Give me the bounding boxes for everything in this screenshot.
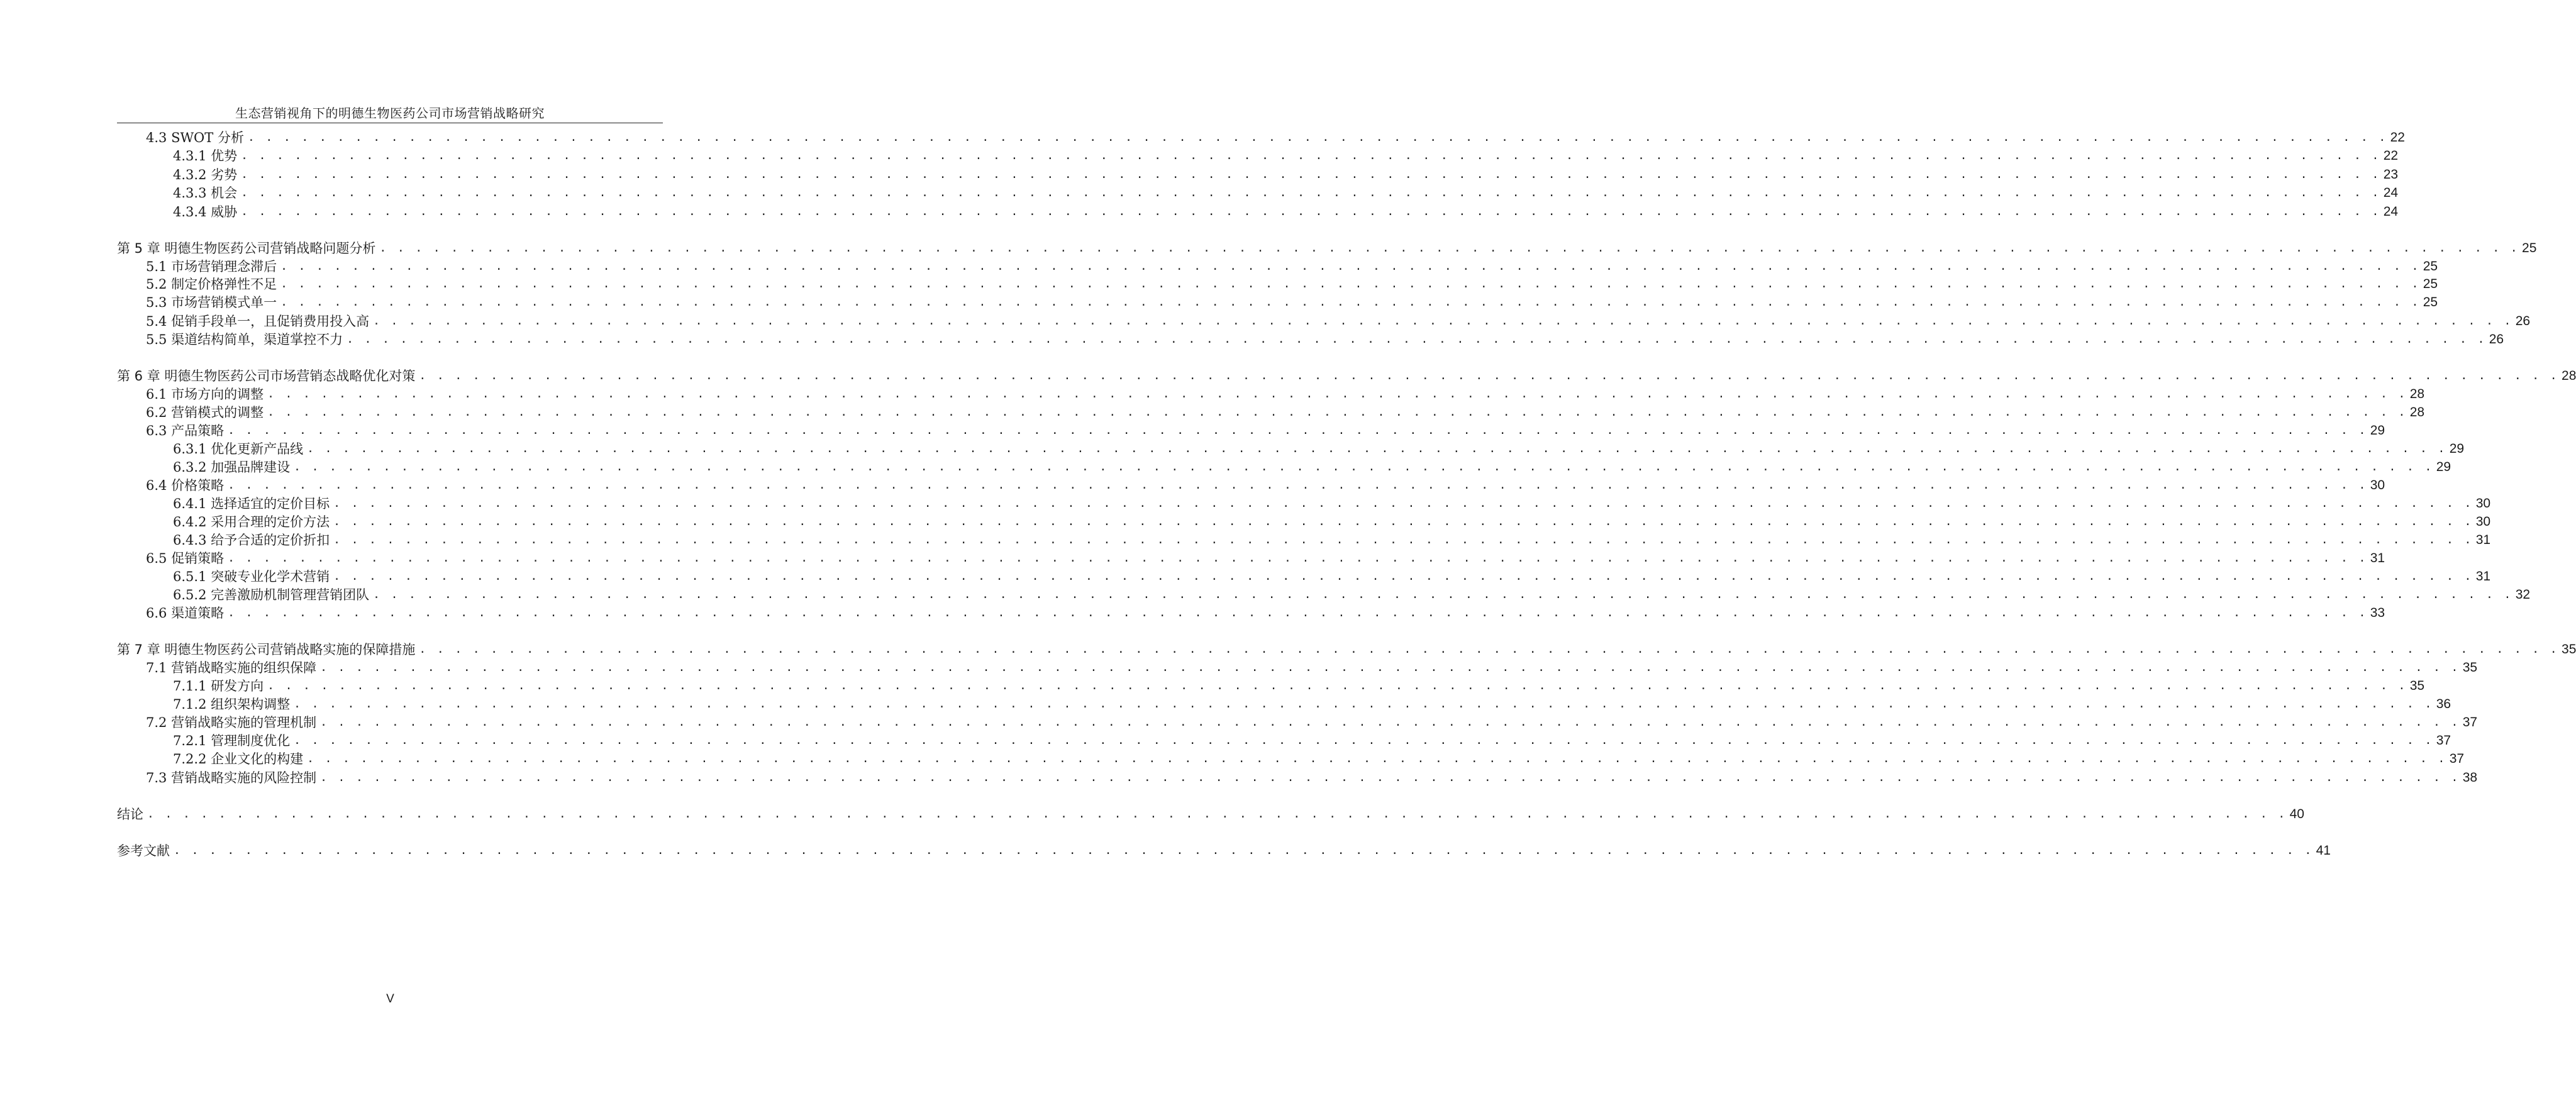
dot-leader: . . . . . . . . . . . . . . . . . . . . . . . . . . . . . . . . . . . . . . . . . . . . . . . . . . . . . . . . . . . . . . . . . . . . . . . . . . . . . . . . . . . . . . . . . . . . . . . . . . . . . . . . . . . . . . . . . . . . . . . . — [241, 205, 2381, 218]
toc-entry-title: 6.4 价格策略 — [146, 478, 225, 493]
toc-entry-title: 7.1.1 研发方向 — [173, 679, 264, 694]
dot-leader: . . . . . . . . . . . . . . . . . . . . . . . . . . . . . . . . . . . . . . . . . . . . . . . . . . . . . . . . . . . . . . . . . . . . . . . . . . . . . . . . . . . . . . . . . . . . . . . . . . . . . . . . . . . . . . . . . . . . . . . . — [320, 661, 2460, 674]
dot-leader: . . . . . . . . . . . . . . . . . . . . . . . . . . . . . . . . . . . . . . . . . . . . . . . . . . . . . . . . . . . . . . . . . . . . . . . . . . . . . . . . . . . . . . . . . . . . . . . . . . . . . . . . . . . . . . . . . . . . . . . . — [333, 570, 2473, 583]
toc-entry-page: 23 — [2383, 167, 2399, 182]
toc-entry[interactable] — [173, 695, 2451, 714]
toc-chapter-entry[interactable] — [117, 239, 2537, 258]
toc-entry-page: 25 — [2423, 295, 2438, 309]
dot-leader: . . . . . . . . . . . . . . . . . . . . . . . . . . . . . . . . . . . . . . . . . . . . . . . . . . . . . . . . . . . . . . . . . . . . . . . . . . . . . . . . . . . . . . . . . . . . . . . . . . . . . . . . . . . . . . . . . . . . . . . . — [373, 314, 2513, 328]
toc-entry[interactable] — [173, 677, 2425, 696]
toc-entry-page: 24 — [2383, 186, 2399, 200]
toc-entry-title: 6.5.2 完善激励机制管理营销团队 — [173, 587, 370, 602]
toc-entry[interactable] — [146, 312, 2531, 331]
dot-leader: . . . . . . . . . . . . . . . . . . . . . . . . . . . . . . . . . . . . . . . . . . . . . . . . . . . . . . . . . . . . . . . . . . . . . . . . . . . . . . . . . . . . . . . . . . . . . . . . . . . . . . . . . . . . . . . . . . . . . . . . — [247, 131, 2388, 144]
toc-entry-title: 4.3.3 机会 — [173, 186, 238, 201]
page-number: V — [386, 992, 394, 1006]
toc-entry[interactable] — [173, 147, 2399, 165]
toc-entry-page: 26 — [2515, 314, 2531, 328]
dot-leader: . . . . . . . . . . . . . . . . . . . . . . . . . . . . . . . . . . . . . . . . . . . . . . . . . . . . . . . . . . . . . . . . . . . . . . . . . . . . . . . . . . . . . . . . . . . . . . . . . . . . . . . . . . . . . . . . . . . . . . . . — [267, 387, 2407, 401]
toc-entry-page: 33 — [2370, 606, 2385, 620]
toc-entry[interactable] — [146, 658, 2478, 677]
toc-entry-page: 38 — [2462, 770, 2478, 785]
toc-entry-title: 6.3.1 优化更新产品线 — [173, 441, 304, 457]
toc-entry[interactable] — [146, 275, 2438, 294]
toc-entry[interactable] — [173, 165, 2399, 184]
toc-entry-page: 31 — [2475, 569, 2491, 584]
toc-entry-page: 28 — [2409, 405, 2425, 419]
dot-leader: . . . . . . . . . . . . . . . . . . . . . . . . . . . . . . . . . . . . . . . . . . . . . . . . . . . . . . . . . . . . . . . . . . . . . . . . . . . . . . . . . . . . . . . . . . . . . . . . . . . . . . . . . . . . . . . . . . . . . . . . — [320, 771, 2460, 784]
dot-leader: . . . . . . . . . . . . . . . . . . . . . . . . . . . . . . . . . . . . . . . . . . . . . . . . . . . . . . . . . . . . . . . . . . . . . . . . . . . . . . . . . . . . . . . . . . . . . . . . . . . . . . . . . . . . . . . . . . . . . . . . — [294, 460, 2434, 474]
toc-entry-page: 35 — [2562, 642, 2576, 657]
toc-entry-page: 30 — [2475, 514, 2491, 529]
toc-entry[interactable] — [146, 421, 2385, 440]
toc-entry-page: 29 — [2449, 441, 2465, 456]
toc-chapter-entry[interactable] — [117, 841, 2331, 860]
toc-entry[interactable] — [173, 513, 2491, 531]
toc-entry-title: 5.3 市场营销模式单一 — [146, 295, 277, 310]
dot-leader: . . . . . . . . . . . . . . . . . . . . . . . . . . . . . . . . . . . . . . . . . . . . . . . . . . . . . . . . . . . . . . . . . . . . . . . . . . . . . . . . . . . . . . . . . . . . . . . . . . . . . . . . . . . . . . . . . . . . . . . . — [294, 734, 2434, 747]
toc-entry[interactable] — [173, 567, 2491, 586]
dot-leader: . . . . . . . . . . . . . . . . . . . . . . . . . . . . . . . . . . . . . . . . . . . . . . . . . . . . . . . . . . . . . . . . . . . . . . . . . . . . . . . . . . . . . . . . . . . . . . . . . . . . . . . . . . . . . . . . . . . . . . . . — [241, 149, 2381, 162]
dot-leader: . . . . . . . . . . . . . . . . . . . . . . . . . . . . . . . . . . . . . . . . . . . . . . . . . . . . . . . . . . . . . . . . . . . . . . . . . . . . . . . . . . . . . . . . . . . . . . . . . . . . . . . . . . . . . . . . . . . . . . . . — [320, 716, 2460, 729]
toc-entry[interactable] — [173, 494, 2491, 513]
toc-chapter-entry[interactable] — [117, 805, 2304, 824]
dot-leader: . . . . . . . . . . . . . . . . . . . . . . . . . . . . . . . . . . . . . . . . . . . . . . . . . . . . . . . . . . . . . . . . . . . . . . . . . . . . . . . . . . . . . . . . . . . . . . . . . . . . . . . . . . . . . . . . . . . . . . . . — [419, 369, 2560, 382]
dot-leader: . . . . . . . . . . . . . . . . . . . . . . . . . . . . . . . . . . . . . . . . . . . . . . . . . . . . . . . . . . . . . . . . . . . . . . . . . . . . . . . . . . . . . . . . . . . . . . . . . . . . . . . . . . . . . . . . . . . . . . . . — [174, 844, 2314, 857]
toc-entry-page: 35 — [2409, 679, 2425, 693]
toc-entry-title: 5.4 促销手段单一，且促销费用投入高 — [146, 314, 370, 329]
toc-entry[interactable] — [173, 202, 2399, 221]
toc-entry[interactable] — [146, 330, 2504, 349]
toc-entry-page: 32 — [2515, 587, 2531, 602]
dot-leader: . . . . . . . . . . . . . . . . . . . . . . . . . . . . . . . . . . . . . . . . . . . . . . . . . . . . . . . . . . . . . . . . . . . . . . . . . . . . . . . . . . . . . . . . . . . . . . . . . . . . . . . . . . . . . . . . . . . . . . . . — [373, 588, 2513, 601]
toc-entry-title: 6.4.2 采用合理的定价方法 — [173, 514, 330, 529]
toc-entry[interactable] — [173, 184, 2399, 202]
toc-entry-page: 29 — [2370, 423, 2385, 438]
toc-entry-page: 25 — [2423, 277, 2438, 291]
toc-entry[interactable] — [146, 128, 2405, 147]
toc-entry[interactable] — [173, 731, 2451, 750]
toc-entry-title: 参考文献 — [117, 843, 170, 858]
toc-entry[interactable] — [146, 385, 2425, 404]
toc-entry-page: 40 — [2289, 807, 2304, 821]
dot-leader: . . . . . . . . . . . . . . . . . . . . . . . . . . . . . . . . . . . . . . . . . . . . . . . . . . . . . . . . . . . . . . . . . . . . . . . . . . . . . . . . . . . . . . . . . . . . . . . . . . . . . . . . . . . . . . . . . . . . . . . . — [347, 333, 2487, 346]
toc-entry-page: 25 — [2423, 259, 2438, 274]
toc-entry-page: 31 — [2370, 551, 2385, 565]
toc-entry-page: 35 — [2462, 660, 2478, 675]
toc-entry[interactable] — [173, 750, 2465, 768]
toc-entry-title: 7.1.2 组织架构调整 — [173, 697, 291, 712]
toc-entry-title: 第 7 章 明德生物医药公司营销战略实施的保障措施 — [117, 642, 416, 657]
toc-entry-page: 29 — [2436, 460, 2451, 474]
toc-entry-title: 7.2.1 管理制度优化 — [173, 733, 291, 748]
running-header: 生态营销视角下的明德生物医药公司市场营销战略研究 — [235, 106, 545, 121]
toc-entry-title: 第 6 章 明德生物医药公司市场营销态战略优化对策 — [117, 369, 416, 384]
dot-leader: . . . . . . . . . . . . . . . . . . . . . . . . . . . . . . . . . . . . . . . . . . . . . . . . . . . . . . . . . . . . . . . . . . . . . . . . . . . . . . . . . . . . . . . . . . . . . . . . . . . . . . . . . . . . . . . . . . . . . . . . — [241, 168, 2381, 181]
toc-entry-title: 5.5 渠道结构简单，渠道掌控不力 — [146, 332, 343, 347]
toc-entry-title: 7.2.2 企业文化的构建 — [173, 751, 304, 767]
toc-entry-page: 25 — [2522, 241, 2537, 255]
dot-leader: . . . . . . . . . . . . . . . . . . . . . . . . . . . . . . . . . . . . . . . . . . . . . . . . . . . . . . . . . . . . . . . . . . . . . . . . . . . . . . . . . . . . . . . . . . . . . . . . . . . . . . . . . . . . . . . . . . . . . . . . — [307, 442, 2447, 455]
toc-entry-page: 37 — [2462, 715, 2478, 729]
toc-entry-page: 30 — [2475, 496, 2491, 511]
dot-leader: . . . . . . . . . . . . . . . . . . . . . . . . . . . . . . . . . . . . . . . . . . . . . . . . . . . . . . . . . . . . . . . . . . . . . . . . . . . . . . . . . . . . . . . . . . . . . . . . . . . . . . . . . . . . . . . . . . . . . . . . — [280, 277, 2421, 291]
toc-entry-page: 28 — [2409, 387, 2425, 401]
toc-entry-title: 7.1 营销战略实施的组织保障 — [146, 660, 317, 675]
toc-entry[interactable] — [173, 585, 2531, 604]
toc-entry-title: 4.3.4 威胁 — [173, 204, 238, 219]
toc-entry-title: 4.3 SWOT 分析 — [146, 130, 244, 145]
toc-entry[interactable] — [146, 293, 2438, 312]
toc-entry-title: 7.2 营销战略实施的管理机制 — [146, 715, 317, 730]
toc-chapter-entry[interactable] — [117, 367, 2576, 385]
dot-leader: . . . . . . . . . . . . . . . . . . . . . . . . . . . . . . . . . . . . . . . . . . . . . . . . . . . . . . . . . . . . . . . . . . . . . . . . . . . . . . . . . . . . . . . . . . . . . . . . . . . . . . . . . . . . . . . . . . . . . . . . — [267, 679, 2407, 692]
dot-leader: . . . . . . . . . . . . . . . . . . . . . . . . . . . . . . . . . . . . . . . . . . . . . . . . . . . . . . . . . . . . . . . . . . . . . . . . . . . . . . . . . . . . . . . . . . . . . . . . . . . . . . . . . . . . . . . . . . . . . . . . — [333, 497, 2473, 510]
toc-entry-page: 37 — [2436, 733, 2451, 748]
toc-entry[interactable] — [173, 458, 2451, 477]
toc-entry-page: 41 — [2316, 843, 2331, 858]
toc-entry[interactable] — [146, 257, 2438, 276]
dot-leader: . . . . . . . . . . . . . . . . . . . . . . . . . . . . . . . . . . . . . . . . . . . . . . . . . . . . . . . . . . . . . . . . . . . . . . . . . . . . . . . . . . . . . . . . . . . . . . . . . . . . . . . . . . . . . . . . . . . . . . . . — [228, 552, 2368, 565]
toc-entry-title: 6.6 渠道策略 — [146, 606, 225, 621]
toc-entry-title: 4.3.1 优势 — [173, 148, 238, 164]
toc-entry-title: 6.4.3 给予合适的定价折扣 — [173, 533, 330, 548]
toc-entry-page: 37 — [2449, 751, 2465, 766]
toc-entry-title: 5.1 市场营销理念滞后 — [146, 259, 277, 274]
toc-entry[interactable] — [173, 531, 2491, 550]
dot-leader: . . . . . . . . . . . . . . . . . . . . . . . . . . . . . . . . . . . . . . . . . . . . . . . . . . . . . . . . . . . . . . . . . . . . . . . . . . . . . . . . . . . . . . . . . . . . . . . . . . . . . . . . . . . . . . . . . . . . . . . . — [333, 515, 2473, 528]
toc-entry-title: 6.3.2 加强品牌建设 — [173, 460, 291, 475]
toc-entry-page: 26 — [2489, 332, 2504, 346]
toc-entry-page: 36 — [2436, 697, 2451, 711]
dot-leader: . . . . . . . . . . . . . . . . . . . . . . . . . . . . . . . . . . . . . . . . . . . . . . . . . . . . . . . . . . . . . . . . . . . . . . . . . . . . . . . . . . . . . . . . . . . . . . . . . . . . . . . . . . . . . . . . . . . . . . . . — [294, 697, 2434, 711]
toc-entry-title: 6.5.1 突破专业化学术营销 — [173, 569, 330, 584]
dot-leader: . . . . . . . . . . . . . . . . . . . . . . . . . . . . . . . . . . . . . . . . . . . . . . . . . . . . . . . . . . . . . . . . . . . . . . . . . . . . . . . . . . . . . . . . . . . . . . . . . . . . . . . . . . . . . . . . . . . . . . . . — [241, 186, 2381, 199]
toc-entry-page: 22 — [2383, 148, 2399, 163]
dot-leader: . . . . . . . . . . . . . . . . . . . . . . . . . . . . . . . . . . . . . . . . . . . . . . . . . . . . . . . . . . . . . . . . . . . . . . . . . . . . . . . . . . . . . . . . . . . . . . . . . . . . . . . . . . . . . . . . . . . . . . . . — [280, 260, 2421, 273]
dot-leader: . . . . . . . . . . . . . . . . . . . . . . . . . . . . . . . . . . . . . . . . . . . . . . . . . . . . . . . . . . . . . . . . . . . . . . . . . . . . . . . . . . . . . . . . . . . . . . . . . . . . . . . . . . . . . . . . . . . . . . . . — [333, 533, 2473, 546]
toc-entry[interactable] — [173, 440, 2465, 458]
toc-entry[interactable] — [146, 403, 2425, 422]
dot-leader: . . . . . . . . . . . . . . . . . . . . . . . . . . . . . . . . . . . . . . . . . . . . . . . . . . . . . . . . . . . . . . . . . . . . . . . . . . . . . . . . . . . . . . . . . . . . . . . . . . . . . . . . . . . . . . . . . . . . . . . . — [228, 424, 2368, 437]
toc-entry-title: 第 5 章 明德生物医药公司营销战略问题分析 — [117, 241, 376, 256]
toc-entry[interactable] — [146, 549, 2385, 568]
toc-entry-title: 6.3 产品策略 — [146, 423, 225, 438]
toc-chapter-entry[interactable] — [117, 640, 2576, 659]
dot-leader: . . . . . . . . . . . . . . . . . . . . . . . . . . . . . . . . . . . . . . . . . . . . . . . . . . . . . . . . . . . . . . . . . . . . . . . . . . . . . . . . . . . . . . . . . . . . . . . . . . . . . . . . . . . . . . . . . . . . . . . . — [419, 643, 2560, 656]
dot-leader: . . . . . . . . . . . . . . . . . . . . . . . . . . . . . . . . . . . . . . . . . . . . . . . . . . . . . . . . . . . . . . . . . . . . . . . . . . . . . . . . . . . . . . . . . . . . . . . . . . . . . . . . . . . . . . . . . . . . . . . . — [267, 406, 2407, 419]
toc-entry[interactable] — [146, 713, 2478, 732]
toc-entry-title: 5.2 制定价格弹性不足 — [146, 277, 277, 292]
toc-entry-title: 结论 — [117, 807, 143, 822]
toc-entry[interactable] — [146, 604, 2385, 623]
toc-entry[interactable] — [146, 476, 2385, 495]
toc-entry-page: 31 — [2475, 533, 2491, 547]
toc-entry-title: 7.3 营销战略实施的风险控制 — [146, 770, 317, 785]
toc-entry-title: 6.5 促销策略 — [146, 551, 225, 566]
toc-entry-page: 24 — [2383, 204, 2399, 219]
dot-leader: . . . . . . . . . . . . . . . . . . . . . . . . . . . . . . . . . . . . . . . . . . . . . . . . . . . . . . . . . . . . . . . . . . . . . . . . . . . . . . . . . . . . . . . . . . . . . . . . . . . . . . . . . . . . . . . . . . . . . . . . — [228, 606, 2368, 619]
dot-leader: . . . . . . . . . . . . . . . . . . . . . . . . . . . . . . . . . . . . . . . . . . . . . . . . . . . . . . . . . . . . . . . . . . . . . . . . . . . . . . . . . . . . . . . . . . . . . . . . . . . . . . . . . . . . . . . . . . . . . . . . — [147, 807, 2287, 821]
dot-leader: . . . . . . . . . . . . . . . . . . . . . . . . . . . . . . . . . . . . . . . . . . . . . . . . . . . . . . . . . . . . . . . . . . . . . . . . . . . . . . . . . . . . . . . . . . . . . . . . . . . . . . . . . . . . . . . . . . . . . . . . — [228, 479, 2368, 492]
toc-entry-title: 4.3.2 劣势 — [173, 167, 238, 182]
toc-entry-title: 6.4.1 选择适宜的定价目标 — [173, 496, 330, 511]
toc-entry[interactable] — [146, 768, 2478, 787]
dot-leader: . . . . . . . . . . . . . . . . . . . . . . . . . . . . . . . . . . . . . . . . . . . . . . . . . . . . . . . . . . . . . . . . . . . . . . . . . . . . . . . . . . . . . . . . . . . . . . . . . . . . . . . . . . . . . . . . . . . . . . . . — [379, 241, 2520, 255]
dot-leader: . . . . . . . . . . . . . . . . . . . . . . . . . . . . . . . . . . . . . . . . . . . . . . . . . . . . . . . . . . . . . . . . . . . . . . . . . . . . . . . . . . . . . . . . . . . . . . . . . . . . . . . . . . . . . . . . . . . . . . . . — [280, 296, 2421, 309]
dot-leader: . . . . . . . . . . . . . . . . . . . . . . . . . . . . . . . . . . . . . . . . . . . . . . . . . . . . . . . . . . . . . . . . . . . . . . . . . . . . . . . . . . . . . . . . . . . . . . . . . . . . . . . . . . . . . . . . . . . . . . . . — [307, 752, 2447, 765]
toc-entry-page: 22 — [2390, 130, 2405, 145]
toc-entry-title: 6.1 市场方向的调整 — [146, 387, 264, 402]
toc-entry-page: 28 — [2562, 369, 2576, 383]
toc-entry-page: 30 — [2370, 478, 2385, 492]
toc-entry-title: 6.2 营销模式的调整 — [146, 405, 264, 420]
